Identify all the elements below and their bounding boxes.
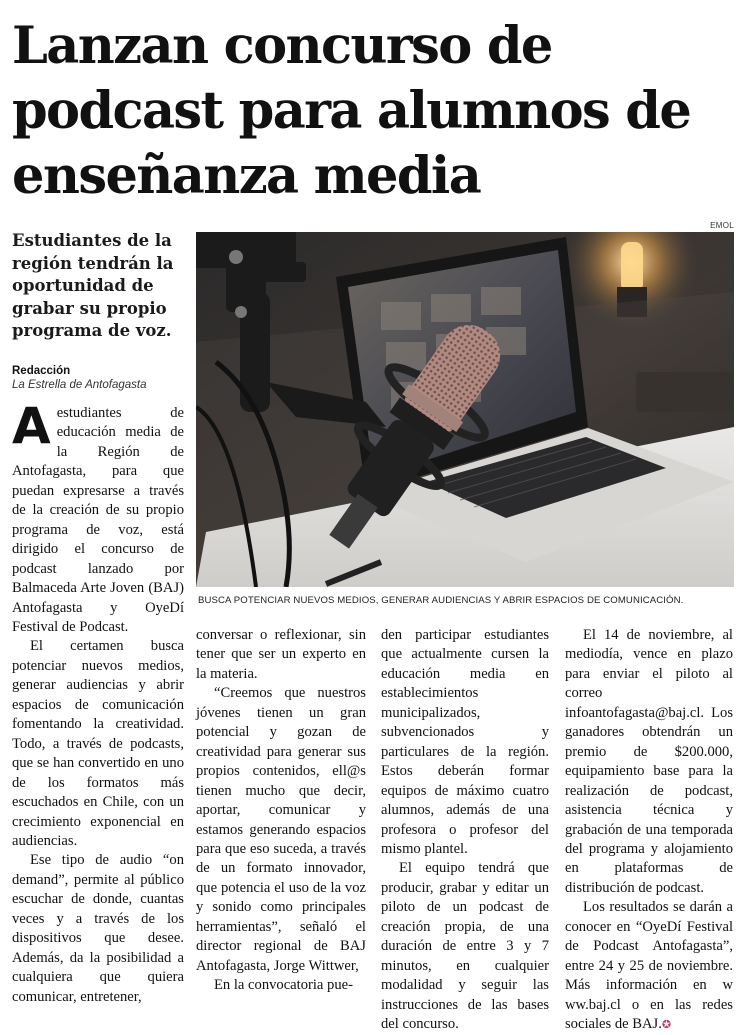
byline-author: Redacción — [12, 365, 71, 377]
headline: Lanzan concurso de podcast para alumnos de enseñanza media — [12, 16, 691, 206]
body-paragraph: conversar o reflexionar, sin tener que ser un experto en la materia. — [196, 627, 366, 682]
body-paragraph: El equipo tendrá que producir, grabar y editar un piloto de un podcast de creación propia, de una duración de entre 3 y 7 minutos, en cualquier modalidad y seguir las instrucciones de las bases del concurso. — [381, 860, 549, 1033]
closing-paragraph — [565, 898, 733, 1034]
article-photo — [196, 232, 734, 587]
photo-credit: EMOL — [710, 221, 734, 230]
body-paragraph: Ese tipo de audio “on demand”, permite al público escuchar de donde, cuantas veces y a través de los dispositivos que desee. Además, da la posibilidad a cualquiera que quiera comunicar, entretener, — [12, 852, 184, 1005]
article-column-2 — [196, 626, 366, 996]
kicker: Estudiantes de la región tendrán la oportunidad de grabar su propio programa de voz. — [12, 231, 174, 340]
closing-text: Los resultados se darán a conocer en “OyeDí Festival de Podcast Antofagasta”, entre 24 y 25 de noviembre. Más información en w ww.baj.cl o en las redes sociales de BAJ. — [565, 899, 733, 1033]
drop-cap: A — [12, 397, 51, 455]
article-column-4 — [565, 626, 733, 1035]
body-paragraph: El certamen busca potenciar nuevos medios, generar audiencias y abrir espacios de comunicación fomentando la creatividad. Todo, a través de podcasts, que se han convertido en uno de los formatos más escuchados en Chile, con un crecimiento exponencial en audiencias. — [12, 638, 184, 849]
body-paragraph: En la convocatoria pue- — [214, 977, 353, 994]
article-column-1 — [12, 397, 184, 1007]
lead-paragraph — [12, 397, 184, 637]
article-column-3 — [381, 626, 549, 1035]
lead-text: estudiantes de educación media de la Región de Antofagasta, para que puedan expresarse a través de la creación de su propio programa de voz, está dirigido el concurso de podcast lanzado por Balmaceda Arte Joven (BAJ) Antofagasta y OyeDí Festival de Podcast. — [12, 405, 184, 635]
photo-caption: BUSCA POTENCIAR NUEVOS MEDIOS, GENERAR AUDIENCIAS Y ABRIR ESPACIOS DE COMUNICACIÓN. — [198, 595, 684, 606]
byline-outlet: La Estrella de Antofagasta — [12, 379, 147, 391]
quote-paragraph: “Creemos que nuestros jóvenes tienen un gran potencial y gozan de creatividad para generar sus propios contenidos, ell@s tienen mucho que decir, aportar, comunicar y estamos generando espacios para que eso suceda, a través de un formato innovador, que potencia el uso de la voz y sonido como principales herramientas”, señaló el director regional de BAJ Antofagasta, Jorge Wittwer, — [196, 685, 366, 974]
body-paragraph: den participar estudiantes que actualmente cursen la educación media en establecimientos municipalizados, subvencionados y particulares de la región. Estos deberán formar equipos de máximo cuatro alumnos, además de una profesora o profesor del mismo plantel. — [381, 627, 549, 857]
end-mark-icon: ✪ — [661, 1018, 672, 1032]
body-paragraph: El 14 de noviembre, al mediodía, vence en plazo para enviar el piloto al correo infoantofagasta@baj.cl. Los ganadores obtendrán un premio de $200.000, equipamiento base para la realización de podcast, asistencia técnica y grabación de una temporada del programa y alojamiento en plataformas de distribución de podcast. — [565, 627, 733, 896]
